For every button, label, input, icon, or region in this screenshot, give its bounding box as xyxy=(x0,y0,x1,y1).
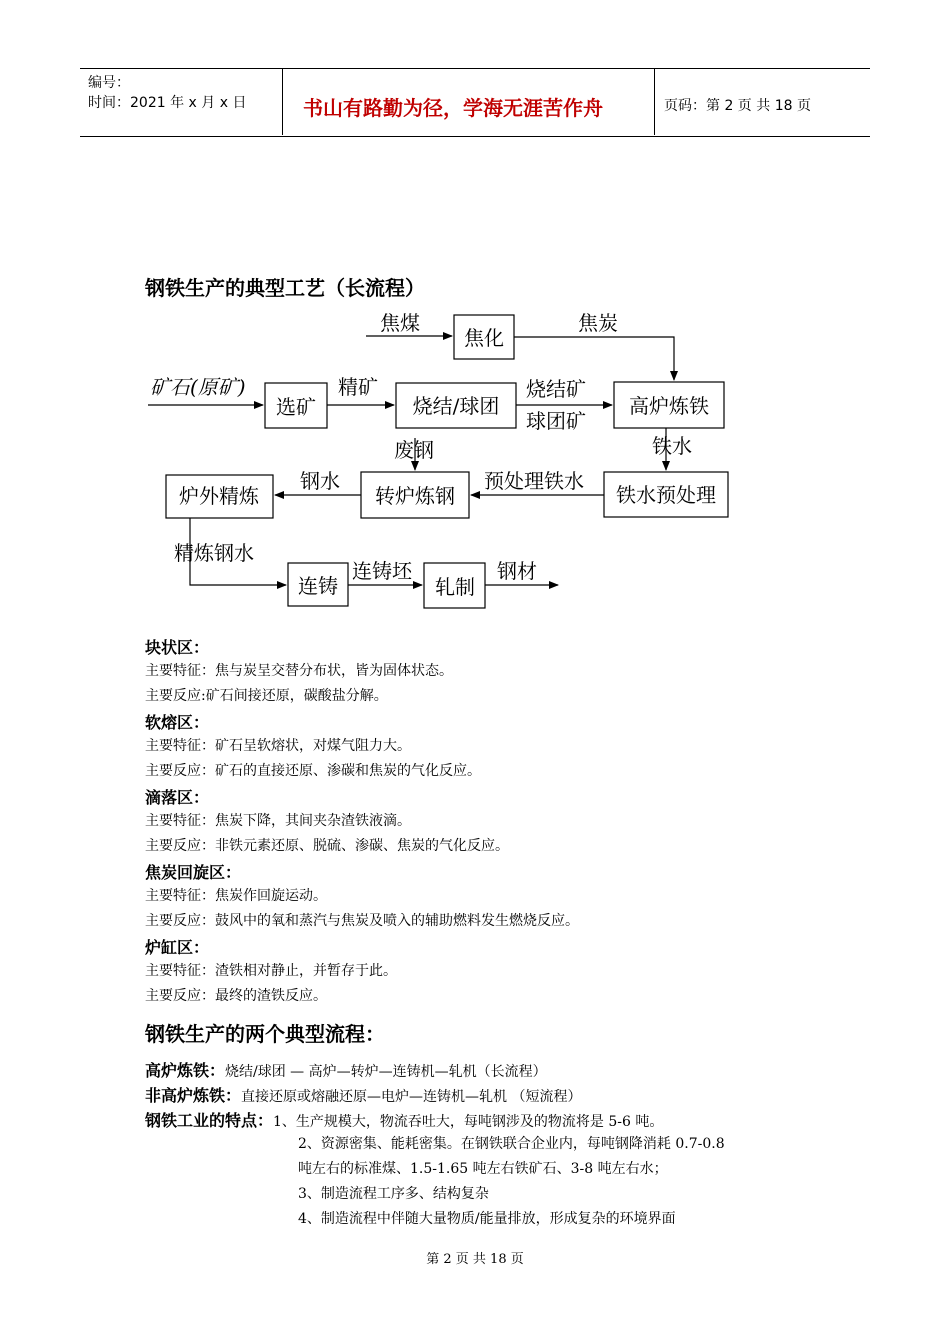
node-pretreatment: 铁水预处理 xyxy=(616,483,716,507)
label-sinter: 烧结矿 xyxy=(526,377,586,401)
label-ore: 矿石(原矿) xyxy=(150,375,246,399)
zone-heading: 焦炭回旋区： xyxy=(145,863,242,882)
label-pellet: 球团矿 xyxy=(526,409,586,433)
zone-heading: 块状区： xyxy=(145,638,210,657)
section1-title: 钢铁生产的典型工艺（长流程） xyxy=(145,276,425,300)
zone-feature: 主要特征：渣铁相对静止，并暂存于此。 xyxy=(145,963,397,979)
zone-reaction: 主要反应：最终的渣铁反应。 xyxy=(145,988,327,1004)
node-coking: 焦化 xyxy=(464,326,504,350)
node-casting: 连铸 xyxy=(298,574,338,598)
nbf-route-label: 非高炉炼铁： xyxy=(145,1086,242,1105)
feature-item: 1、生产规模大，物流吞吐大，每吨钢涉及的物流将是 5-6 吨。 xyxy=(273,1114,664,1130)
label-hot-metal: 铁水 xyxy=(652,434,692,458)
label-steel-product: 钢材 xyxy=(497,559,537,583)
header-motto: 书山有路勤为径，学海无涯苦作舟 xyxy=(303,96,603,120)
section2-title: 钢铁生产的两个典型流程： xyxy=(145,1022,385,1046)
node-sintering: 烧结/球团 xyxy=(412,394,500,418)
label-coal: 焦煤 xyxy=(380,311,420,335)
zone-heading: 软熔区： xyxy=(145,713,210,732)
header-page-info: 页码：第 2 页 共 18 页 xyxy=(664,98,811,114)
node-rolling: 轧制 xyxy=(435,575,475,599)
zone-feature: 主要特征：焦炭作回旋运动。 xyxy=(145,888,327,904)
zone-heading: 炉缸区： xyxy=(145,938,210,957)
features-label: 钢铁工业的特点： xyxy=(145,1111,274,1130)
node-refining: 炉外精炼 xyxy=(179,484,259,508)
label-scrap: 废钢 xyxy=(394,438,434,462)
page-footer: 第 2 页 共 18 页 xyxy=(426,1252,524,1267)
zone-reaction: 主要反应：矿石的直接还原、渗碳和焦炭的气化反应。 xyxy=(145,763,481,779)
node-converter: 转炉炼钢 xyxy=(375,484,455,508)
process-flow-diagram xyxy=(0,0,950,620)
zone-feature: 主要特征：矿石呈软熔状，对煤气阻力大。 xyxy=(145,738,411,754)
zone-feature: 主要特征：焦炭下降，其间夹杂渣铁液滴。 xyxy=(145,813,411,829)
arrow-coke xyxy=(514,337,674,380)
header-number: 编号： xyxy=(88,75,130,91)
label-refined-steel: 精炼钢水 xyxy=(174,541,254,565)
bf-route xyxy=(145,1058,547,1081)
label-concentrate: 精矿 xyxy=(338,375,378,399)
bf-route-label: 高炉炼铁： xyxy=(145,1061,226,1080)
zone-reaction: 主要反应:矿石间接还原，碳酸盐分解。 xyxy=(145,688,388,704)
node-beneficiation: 选矿 xyxy=(276,395,316,419)
label-molten-steel: 钢水 xyxy=(300,469,340,493)
features-first xyxy=(145,1108,663,1131)
node-blast-furnace: 高炉炼铁 xyxy=(629,394,709,418)
header-time: 时间：2021 年 x 月 x 日 xyxy=(88,95,247,111)
feature-item: 4、制造流程中伴随大量物质/能量排放，形成复杂的环境界面 xyxy=(298,1211,676,1227)
feature-item: 吨左右的标准煤、1.5-1.65 吨左右铁矿石、3-8 吨左右水； xyxy=(298,1161,668,1177)
zone-heading: 滴落区： xyxy=(145,788,210,807)
zone-reaction: 主要反应：鼓风中的氧和蒸汽与焦炭及喷入的辅助燃料发生燃烧反应。 xyxy=(145,913,579,929)
zone-feature: 主要特征：焦与炭呈交替分布状，皆为固体状态。 xyxy=(145,663,453,679)
zone-reaction: 主要反应：非铁元素还原、脱硫、渗碳、焦炭的气化反应。 xyxy=(145,838,509,854)
bf-route-text: 烧结/球团 — 高炉—转炉—连铸机—轧机（长流程） xyxy=(225,1064,547,1080)
nbf-route-text: 直接还原或熔融还原—电炉—连铸机—轧机 （短流程） xyxy=(241,1089,582,1105)
label-billet: 连铸坯 xyxy=(352,559,412,583)
label-coke: 焦炭 xyxy=(578,311,618,335)
feature-item: 3、制造流程工序多、结构复杂 xyxy=(298,1186,489,1202)
label-pretreated-iron: 预处理铁水 xyxy=(484,469,584,493)
feature-item: 2、资源密集、能耗密集。在钢铁联合企业内，每吨钢降消耗 0.7-0.8 xyxy=(298,1136,725,1152)
nbf-route xyxy=(145,1083,581,1106)
